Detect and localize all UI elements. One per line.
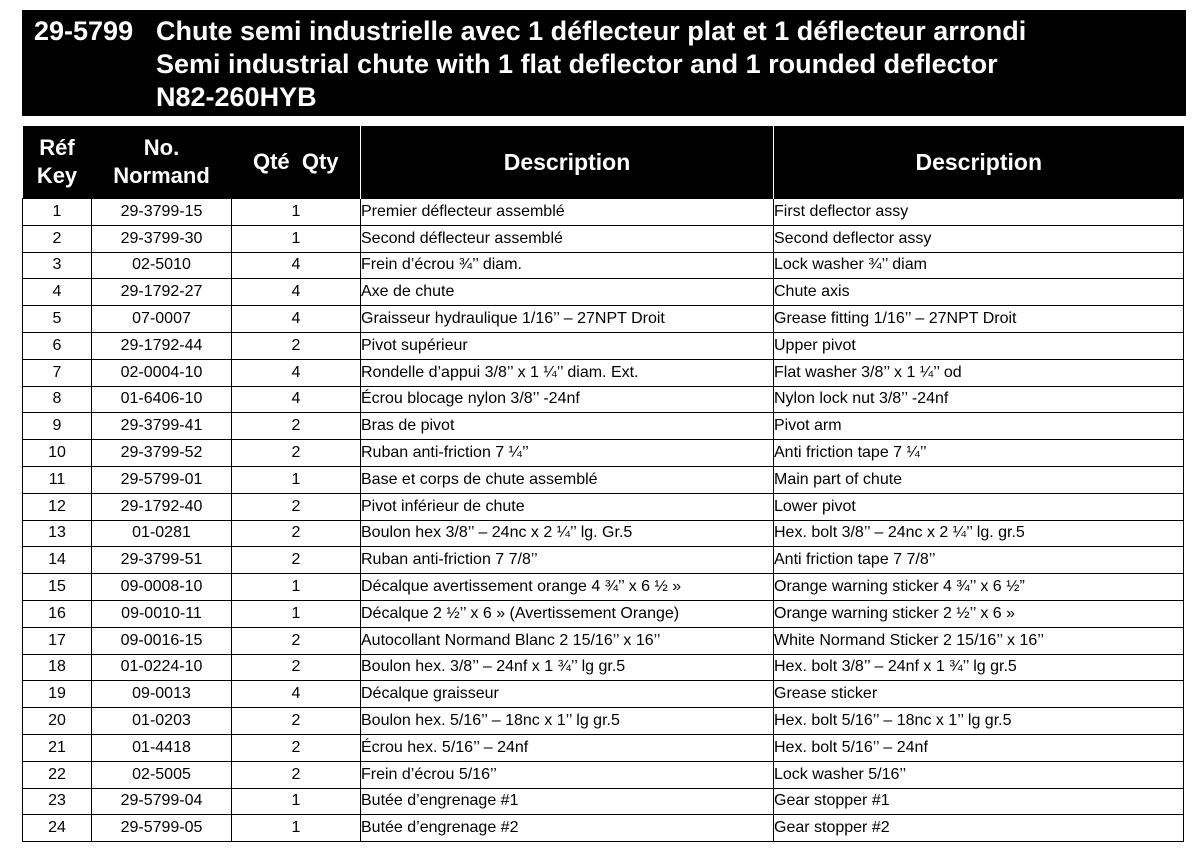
cell-description-fr: Décalque graisseur	[361, 681, 774, 708]
cell-description-fr: Graisseur hydraulique 1/16’’ – 27NPT Droit	[361, 306, 774, 333]
cell-description-fr: Frein d’écrou 5/16’’	[361, 761, 774, 788]
cell-ref: 17	[23, 627, 92, 654]
cell-description-en: Lower pivot	[774, 493, 1184, 520]
cell-ref: 18	[23, 654, 92, 681]
cell-description-en: Flat washer 3/8’’ x 1 ¼’’ od	[774, 359, 1184, 386]
cell-qty: 2	[232, 440, 361, 467]
cell-description-en: Main part of chute	[774, 466, 1184, 493]
cell-ref: 9	[23, 413, 92, 440]
cell-description-en: Pivot arm	[774, 413, 1184, 440]
cell-part-number: 01-6406-10	[92, 386, 232, 413]
cell-qty: 2	[232, 493, 361, 520]
cell-part-number: 29-3799-51	[92, 547, 232, 574]
cell-description-fr: Premier déflecteur assemblé	[361, 199, 774, 226]
cell-part-number: 02-5005	[92, 761, 232, 788]
cell-description-fr: Bras de pivot	[361, 413, 774, 440]
column-header-ref	[23, 126, 92, 199]
cell-description-fr: Axe de chute	[361, 279, 774, 306]
cell-description-en: Anti friction tape 7 ¼’’	[774, 440, 1184, 467]
cell-ref: 23	[23, 788, 92, 815]
cell-description-fr: Base et corps de chute assemblé	[361, 466, 774, 493]
cell-part-number: 29-3799-52	[92, 440, 232, 467]
column-header-number	[92, 126, 232, 199]
cell-description-fr: Butée d’engrenage #2	[361, 815, 774, 842]
cell-description-en: Hex. bolt 3/8’’ – 24nf x 1 ¾’’ lg gr.5	[774, 654, 1184, 681]
table-row	[23, 413, 1184, 440]
cell-qty: 2	[232, 627, 361, 654]
column-header-description-fr: Description	[361, 126, 774, 199]
cell-ref: 4	[23, 279, 92, 306]
cell-description-en: Hex. bolt 5/16’’ – 24nf	[774, 734, 1184, 761]
cell-description-en: Chute axis	[774, 279, 1184, 306]
cell-part-number: 29-3799-30	[92, 225, 232, 252]
table-row	[23, 466, 1184, 493]
cell-ref: 7	[23, 359, 92, 386]
title-english: Semi industrial chute with 1 flat deflector and 1 rounded deflector	[156, 49, 998, 79]
cell-part-number: 02-5010	[92, 252, 232, 279]
cell-qty: 2	[232, 332, 361, 359]
cell-part-number: 01-4418	[92, 734, 232, 761]
cell-qty: 2	[232, 708, 361, 735]
cell-part-number: 02-0004-10	[92, 359, 232, 386]
cell-description-en: White Normand Sticker 2 15/16’’ x 16’’	[774, 627, 1184, 654]
cell-part-number: 09-0016-15	[92, 627, 232, 654]
model-number: N82-260HYB	[156, 82, 317, 112]
table-row	[23, 788, 1184, 815]
table-row	[23, 654, 1184, 681]
cell-ref: 21	[23, 734, 92, 761]
cell-ref: 11	[23, 466, 92, 493]
cell-part-number: 09-0013	[92, 681, 232, 708]
cell-description-fr: Autocollant Normand Blanc 2 15/16’’ x 16’’	[361, 627, 774, 654]
cell-ref: 1	[23, 199, 92, 226]
cell-description-en: Lock washer 5/16’’	[774, 761, 1184, 788]
cell-part-number: 29-5799-05	[92, 815, 232, 842]
cell-description-en: Anti friction tape 7 7/8’’	[774, 547, 1184, 574]
table-row	[23, 520, 1184, 547]
table-row	[23, 440, 1184, 467]
cell-part-number: 29-1792-40	[92, 493, 232, 520]
cell-description-en: Lock washer ¾’’ diam	[774, 252, 1184, 279]
title-french: Chute semi industrielle avec 1 déflecteur plat et 1 déflecteur arrondi	[156, 16, 1027, 46]
cell-description-en: Gear stopper #1	[774, 788, 1184, 815]
parts-table	[22, 126, 1184, 842]
table-row	[23, 493, 1184, 520]
cell-qty: 1	[232, 199, 361, 226]
cell-part-number: 07-0007	[92, 306, 232, 333]
cell-description-fr: Ruban anti-friction 7 7/8’’	[361, 547, 774, 574]
cell-ref: 19	[23, 681, 92, 708]
cell-description-fr: Pivot supérieur	[361, 332, 774, 359]
cell-description-fr: Boulon hex 3/8’’ – 24nc x 2 ¼’’ lg. Gr.5	[361, 520, 774, 547]
table-row	[23, 600, 1184, 627]
cell-ref: 13	[23, 520, 92, 547]
column-header-qty: Qté Qty	[232, 126, 361, 199]
cell-qty: 2	[232, 520, 361, 547]
cell-description-fr: Second déflecteur assemblé	[361, 225, 774, 252]
cell-description-en: Orange warning sticker 4 ¾’’ x 6 ½”	[774, 574, 1184, 601]
cell-qty: 1	[232, 788, 361, 815]
cell-ref: 5	[23, 306, 92, 333]
cell-qty: 2	[232, 654, 361, 681]
cell-description-fr: Frein d’écrou ¾’’ diam.	[361, 252, 774, 279]
cell-qty: 4	[232, 252, 361, 279]
cell-qty: 2	[232, 413, 361, 440]
cell-ref: 15	[23, 574, 92, 601]
table-row	[23, 734, 1184, 761]
cell-description-en: Gear stopper #2	[774, 815, 1184, 842]
table-row	[23, 681, 1184, 708]
cell-qty: 4	[232, 359, 361, 386]
parts-table-body	[23, 199, 1184, 842]
column-header-ref-fr: Réf	[39, 135, 75, 160]
cell-ref: 8	[23, 386, 92, 413]
cell-ref: 20	[23, 708, 92, 735]
cell-qty: 1	[232, 574, 361, 601]
cell-description-en: Hex. bolt 5/16’’ – 18nc x 1’’ lg gr.5	[774, 708, 1184, 735]
table-row	[23, 359, 1184, 386]
column-header-number-line2: Normand	[113, 163, 210, 188]
cell-qty: 1	[232, 815, 361, 842]
cell-qty: 4	[232, 279, 361, 306]
cell-description-fr: Décalque avertissement orange 4 ¾’’ x 6 ½ »	[361, 574, 774, 601]
cell-part-number: 09-0008-10	[92, 574, 232, 601]
cell-part-number: 09-0010-11	[92, 600, 232, 627]
cell-description-en: Hex. bolt 3/8’’ – 24nc x 2 ¼’’ lg. gr.5	[774, 520, 1184, 547]
cell-qty: 2	[232, 734, 361, 761]
cell-part-number: 29-1792-44	[92, 332, 232, 359]
cell-description-en: Nylon lock nut 3/8’’ -24nf	[774, 386, 1184, 413]
cell-part-number: 29-3799-41	[92, 413, 232, 440]
cell-qty: 4	[232, 306, 361, 333]
cell-description-en: Grease fitting 1/16’’ – 27NPT Droit	[774, 306, 1184, 333]
cell-qty: 1	[232, 466, 361, 493]
cell-ref: 16	[23, 600, 92, 627]
cell-description-en: First deflector assy	[774, 199, 1184, 226]
table-row	[23, 279, 1184, 306]
cell-description-fr: Boulon hex. 3/8’’ – 24nf x 1 ¾’’ lg gr.5	[361, 654, 774, 681]
cell-description-fr: Écrou hex. 5/16’’ – 24nf	[361, 734, 774, 761]
column-header-number-line1: No.	[143, 135, 180, 160]
cell-qty: 2	[232, 761, 361, 788]
title-block	[22, 10, 1186, 116]
table-row	[23, 252, 1184, 279]
cell-ref: 12	[23, 493, 92, 520]
cell-description-en: Upper pivot	[774, 332, 1184, 359]
table-row	[23, 332, 1184, 359]
cell-ref: 22	[23, 761, 92, 788]
cell-ref: 2	[23, 225, 92, 252]
cell-description-en: Grease sticker	[774, 681, 1184, 708]
table-row	[23, 225, 1184, 252]
cell-ref: 24	[23, 815, 92, 842]
table-row	[23, 386, 1184, 413]
table-header-row	[23, 126, 1184, 199]
table-row	[23, 815, 1184, 842]
cell-part-number: 29-5799-04	[92, 788, 232, 815]
cell-part-number: 29-3799-15	[92, 199, 232, 226]
cell-qty: 1	[232, 225, 361, 252]
cell-description-en: Second deflector assy	[774, 225, 1184, 252]
column-header-ref-en: Key	[36, 163, 78, 188]
cell-ref: 6	[23, 332, 92, 359]
table-row	[23, 306, 1184, 333]
cell-part-number: 29-1792-27	[92, 279, 232, 306]
table-row	[23, 547, 1184, 574]
cell-part-number: 01-0224-10	[92, 654, 232, 681]
cell-ref: 10	[23, 440, 92, 467]
cell-ref: 3	[23, 252, 92, 279]
table-row	[23, 627, 1184, 654]
cell-description-fr: Écrou blocage nylon 3/8’’ -24nf	[361, 386, 774, 413]
cell-description-fr: Butée d’engrenage #1	[361, 788, 774, 815]
table-row	[23, 574, 1184, 601]
cell-qty: 2	[232, 547, 361, 574]
table-row	[23, 761, 1184, 788]
part-number: 29-5799	[34, 16, 134, 46]
cell-description-fr: Boulon hex. 5/16’’ – 18nc x 1’’ lg gr.5	[361, 708, 774, 735]
cell-description-fr: Rondelle d’appui 3/8’’ x 1 ¼’’ diam. Ext.	[361, 359, 774, 386]
cell-part-number: 01-0203	[92, 708, 232, 735]
table-row	[23, 708, 1184, 735]
cell-description-fr: Pivot inférieur de chute	[361, 493, 774, 520]
cell-qty: 4	[232, 681, 361, 708]
cell-qty: 1	[232, 600, 361, 627]
column-header-description-en: Description	[774, 126, 1184, 199]
cell-ref: 14	[23, 547, 92, 574]
cell-part-number: 01-0281	[92, 520, 232, 547]
cell-description-en: Orange warning sticker 2 ½’’ x 6 »	[774, 600, 1184, 627]
cell-part-number: 29-5799-01	[92, 466, 232, 493]
cell-description-fr: Décalque 2 ½’’ x 6 » (Avertissement Orange)	[361, 600, 774, 627]
cell-description-fr: Ruban anti-friction 7 ¼’’	[361, 440, 774, 467]
table-row	[23, 199, 1184, 226]
cell-qty: 4	[232, 386, 361, 413]
